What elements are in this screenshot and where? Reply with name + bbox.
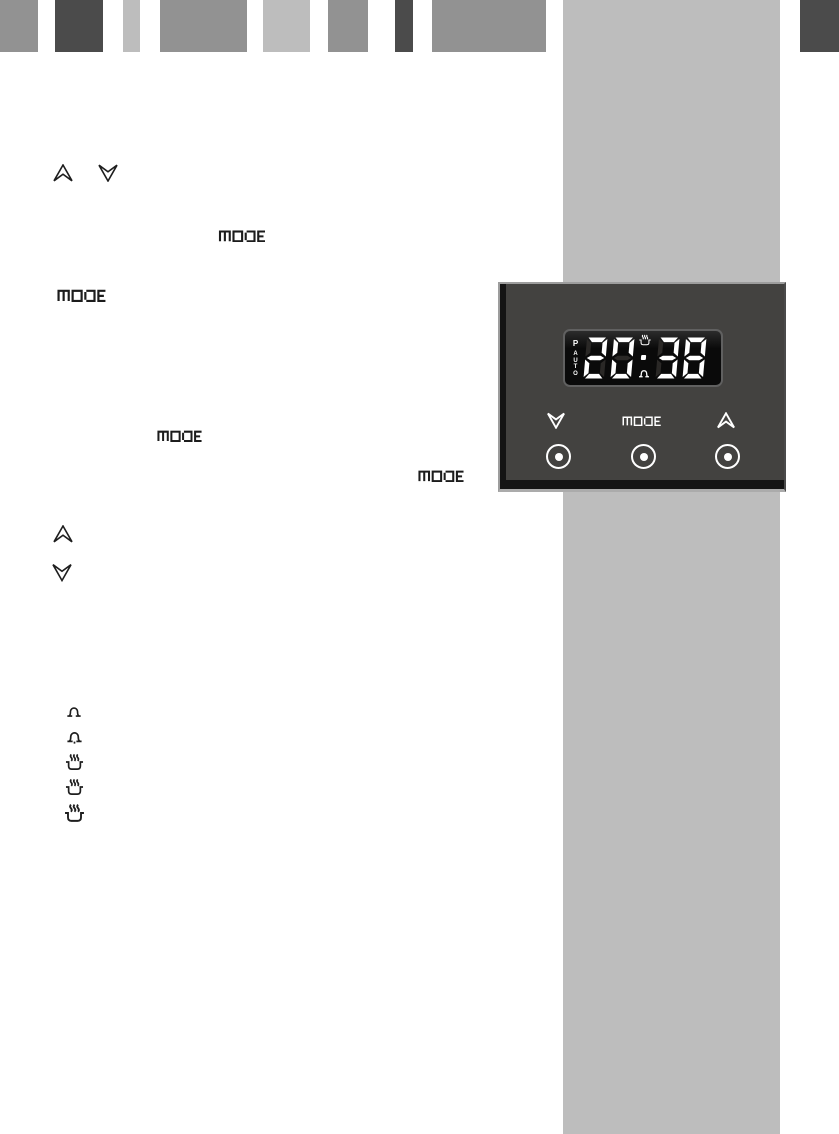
decrease-touch-button [546,444,571,469]
header-block [432,0,546,52]
oven-control-panel [498,282,786,492]
mode-word-icon [218,230,267,242]
warming-steam-icon [64,803,85,823]
decrease-chevron-icon [547,412,565,429]
display-digits-right [654,336,708,380]
sidebar-decoration [563,0,780,1134]
warming-steam-icon [64,753,85,771]
button-dot [555,453,563,461]
chevron-down-icon [98,164,118,182]
header-block [0,0,38,52]
mode-word-icon [57,289,107,302]
mode-word-icon [622,416,662,426]
bell-icon [66,703,82,719]
header-corner-block [800,0,839,52]
header-block [160,0,247,52]
chevron-up-icon [53,525,73,543]
warming-steam-icon [638,334,652,346]
chevron-up-icon [53,164,73,182]
mode-touch-button [631,444,656,469]
display-colon-column [636,334,654,382]
header-block [55,0,103,52]
auto-indicator: AUTO [573,351,578,377]
header-block [395,0,413,52]
display-indicators [570,339,581,377]
mode-word-icon [418,470,465,482]
header-block [263,0,310,52]
warming-steam-icon [64,778,85,796]
seg-digit [653,336,682,380]
button-dot [724,453,732,461]
bell-icon [638,367,650,379]
increase-chevron-icon [717,412,735,429]
program-indicator: P [572,339,579,348]
header-block [328,0,368,52]
display-digits-left [582,336,636,380]
increase-touch-button [715,444,740,469]
chevron-down-icon [52,563,72,582]
seg-digit [581,336,610,380]
seg-digit [608,336,637,380]
colon-dot [641,355,646,360]
header-block [123,0,140,52]
button-dot [640,453,648,461]
mode-word-icon [157,430,203,442]
clock-display [563,329,723,387]
bell-clapper-icon [66,728,83,745]
seg-digit [680,336,709,380]
